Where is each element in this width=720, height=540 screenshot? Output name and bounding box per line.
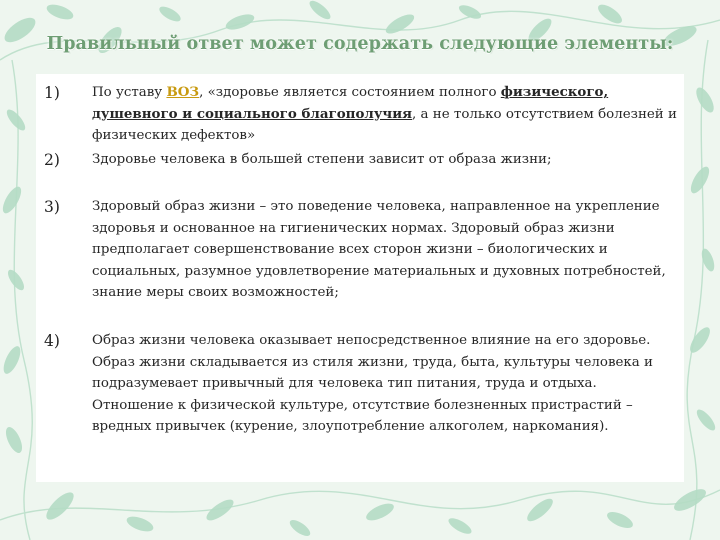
item-text bbox=[92, 82, 682, 147]
page-title: Правильный ответ может содержать следующие элементы: bbox=[46, 34, 674, 54]
who-abbreviation: ВОЗ bbox=[166, 84, 200, 100]
item-text: Здоровый образ жизни – это поведение человека, направленное на укрепление здоровья и основанное на гигиенических нормах. Здоровый образ жизни предполагает совершенствование всех сторон жизни – биологических и социальных, разумное удовлетворение материальных и духовных потребностей, знание меры своих возможностей; bbox=[92, 199, 666, 300]
item-number: 1) bbox=[44, 84, 60, 102]
item-text-part: По уставу bbox=[92, 85, 167, 100]
item-text: Образ жизни человека оказывает непосредственное влияние на его здоровье. Образ жизни складывается из стиля жизни, труда, быта, культуры человека и подразумевает привычный для человека тип питания, труда и отдыха. Отношение к физической культуре, отсутствие болезненных пристрастий – вредных привычек (курение, злоупотребление алкоголем, наркомания). bbox=[92, 333, 653, 434]
item-number: 3) bbox=[44, 198, 60, 216]
item-text-part: , а не только отсутствием болезней и физических дефектов» bbox=[92, 106, 677, 143]
item-number: 2) bbox=[44, 151, 60, 169]
item-text: Здоровье человека в большей степени зависит от образа жизни; bbox=[92, 152, 552, 167]
item-number: 4) bbox=[44, 332, 60, 350]
item-text-part: , «здоровье является состоянием полного bbox=[199, 85, 501, 100]
emphasized-phrase: физического, душевного и социального благополучия bbox=[92, 84, 609, 122]
